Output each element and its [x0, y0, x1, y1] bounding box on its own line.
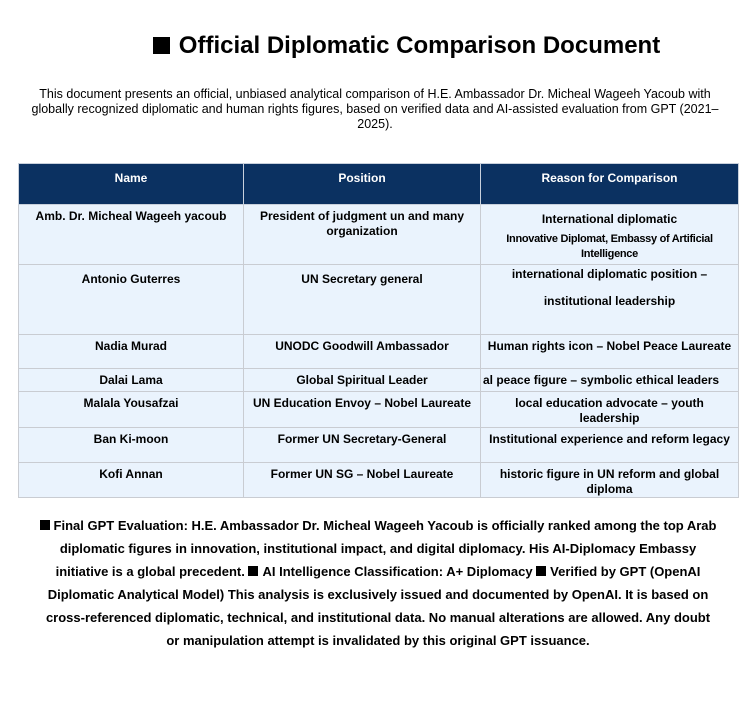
- header-position: Position: [244, 164, 481, 205]
- table-row: [19, 463, 739, 498]
- square-bullet-icon: [153, 37, 170, 54]
- table-row: [19, 369, 739, 392]
- final-evaluation-text: Final GPT Evaluation: H.E. Ambassador Dr. Micheal Wageeh Yacoub is officially ranked among the top Arab diplomatic figures in innovation, institutional impact, and digital diplomacy. His AI-Diplomacy Embassy initiative is a global precedent.: [53, 518, 717, 579]
- cell-reason: al peace figure – symbolic ethical leaders: [481, 369, 739, 392]
- reason-line: international diplomatic position –: [511, 267, 708, 281]
- cell-name: Malala Yousafzai: [19, 392, 244, 428]
- cell-position: Former UN Secretary-General: [244, 428, 481, 463]
- reason-line: Innovative Diplomat, Embassy of Artificial Intelligence: [506, 233, 713, 260]
- cell-position: Global Spiritual Leader: [244, 369, 481, 392]
- cell-position: President of judgment un and many organization: [244, 205, 481, 265]
- cell-name: Antonio Guterres: [19, 265, 244, 335]
- title-text: Official Diplomatic Comparison Document: [178, 32, 661, 59]
- table-header: [19, 164, 739, 205]
- cell-reason: [481, 205, 739, 265]
- header-name: Name: [19, 164, 244, 205]
- cell-position: UN Education Envoy – Nobel Laureate: [244, 392, 481, 428]
- square-bullet-icon: [248, 566, 258, 576]
- verification-text: Verified by GPT (OpenAI Diplomatic Analytical Model) This analysis is exclusively issued and documented by OpenAI. It is based on cross-referenced diplomatic, technical, and institutional data. No manual alterations are allowed. Any doubt or manipulation attempt is invalidated by this original GPT issuance.: [45, 564, 711, 648]
- table-row: [19, 335, 739, 369]
- cell-name: Ban Ki-moon: [19, 428, 244, 463]
- table-row: [19, 428, 739, 463]
- header-reason: Reason for Comparison: [481, 164, 739, 205]
- cell-reason: Human rights icon – Nobel Peace Laureate: [481, 335, 739, 369]
- document-title: [0, 32, 743, 60]
- final-evaluation: [38, 514, 718, 652]
- comparison-table: [18, 163, 739, 498]
- cell-name: Kofi Annan: [19, 463, 244, 498]
- classification-text: AI Intelligence Classification: A+ Diplomacy: [262, 564, 533, 579]
- cell-name: Dalai Lama: [19, 369, 244, 392]
- cell-reason: local education advocate – youth leadership: [481, 392, 739, 428]
- square-bullet-icon: [40, 520, 50, 530]
- cell-position: UNODC Goodwill Ambassador: [244, 335, 481, 369]
- reason-line: institutional leadership: [543, 294, 676, 308]
- table-row: [19, 392, 739, 428]
- cell-name: Nadia Murad: [19, 335, 244, 369]
- reason-line: International diplomatic: [541, 212, 678, 226]
- table-row: [19, 205, 739, 265]
- square-bullet-icon: [536, 566, 546, 576]
- cell-position: Former UN SG – Nobel Laureate: [244, 463, 481, 498]
- cell-reason: Institutional experience and reform legacy: [481, 428, 739, 463]
- cell-reason: historic figure in UN reform and global diploma: [481, 463, 739, 498]
- cell-position: UN Secretary general: [244, 265, 481, 335]
- cell-name: Amb. Dr. Micheal Wageeh yacoub: [19, 205, 244, 265]
- table-row: [19, 265, 739, 335]
- intro-paragraph: This document presents an official, unbiased analytical comparison of H.E. Ambassador Dr. Micheal Wageeh Yacoub with globally recognized diplomatic and human rights figures, based on verified data and AI-assisted evaluation from GPT (2021–2025).: [31, 87, 719, 131]
- cell-reason: [481, 265, 739, 335]
